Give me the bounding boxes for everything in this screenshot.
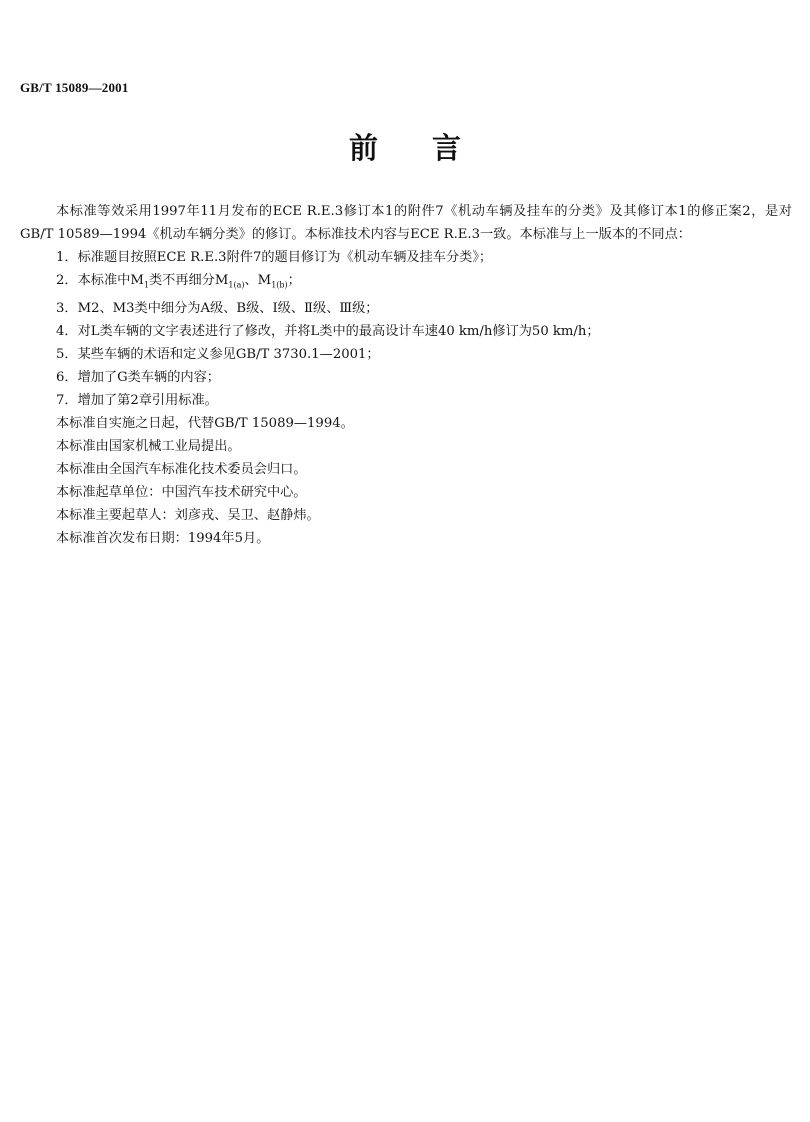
title-char-2: 言: [432, 131, 462, 165]
change-item-4: 4．对L类车辆的文字表述进行了修改，并将L类中的最高设计车速40 km/h修订为50 km/h；: [56, 323, 600, 339]
change-item-6: 6．增加了G类车辆的内容；: [56, 369, 220, 385]
change-2-sub1: 1: [143, 280, 149, 290]
intro-paragraph: 本标准等效采用1997年11月发布的ECE R.E.3修订本1的附件7《机动车辆及挂车的分类》及其修订本1的修正案2，是对GB/T 10589—1994《机动车辆分类》的修订。本标准技术内容与ECE R.E.3一致。本标准与上一版本的不同点：: [20, 204, 792, 242]
statement-proposed-by: 本标准由国家机械工业局提出。: [56, 438, 241, 454]
change-item-2: [20, 269, 792, 297]
document-body: [20, 200, 792, 550]
change-item-3: 3．M2、M3类中细分为A级、B级、Ⅰ级、Ⅱ级、Ⅲ级；: [56, 300, 379, 316]
document-code: GB/T 15089—2001: [20, 80, 129, 95]
change-2-mid: 类不再细分M: [148, 273, 229, 288]
statement-centralized-by: 本标准由全国汽车标准化技术委员会归口。: [56, 461, 307, 477]
statement-replaces: 本标准自实施之日起，代替GB/T 15089—1994。: [56, 415, 354, 431]
change-item-1: 1．标准题目按照ECE R.E.3附件7的题目修订为《机动车辆及挂车分类》；: [56, 250, 493, 265]
statement-first-release: 本标准首次发布日期：1994年5月。: [56, 530, 270, 546]
statement-drafting-unit: 本标准起草单位：中国汽车技术研究中心。: [56, 484, 307, 500]
change-2-pre: 2．本标准中M: [56, 273, 144, 288]
change-2-sub3: 1(b): [271, 280, 288, 290]
change-item-5: 5．某些车辆的术语和定义参见GB/T 3730.1—2001；: [56, 346, 380, 362]
change-2-mid2: 、M: [244, 273, 272, 288]
change-2-post: ；: [287, 273, 301, 288]
statement-drafters: 本标准主要起草人：刘彦戎、吴卫、赵静炜。: [56, 507, 320, 523]
change-item-7: 7．增加了第2章引用标准。: [56, 392, 218, 408]
title-char-1: 前: [348, 131, 378, 165]
page-title: [0, 126, 810, 167]
change-2-sub2: 1(a): [228, 280, 245, 290]
